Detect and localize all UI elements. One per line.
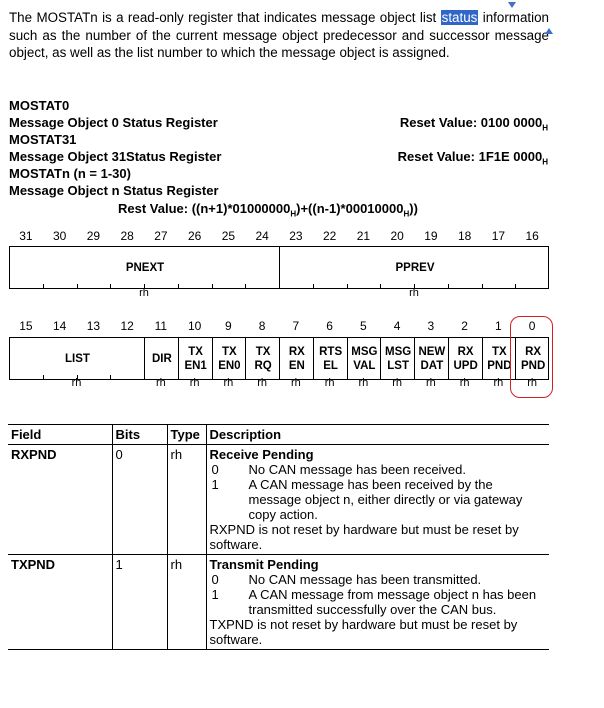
field-bits: 1	[112, 555, 167, 650]
field-bits: 0	[112, 445, 167, 555]
field-access-type: rh	[139, 287, 149, 299]
field-description-table	[8, 424, 549, 650]
bit-number: 11	[154, 319, 168, 333]
bit-number: 15	[19, 319, 33, 333]
register-field: TX EN1	[184, 345, 207, 372]
bit-number: 26	[187, 229, 202, 243]
field-access-type: rh	[409, 287, 419, 299]
register-desc-mostatn: Message Object n Status Register	[9, 183, 219, 198]
field-access-type: rh	[425, 377, 436, 389]
table-row	[8, 555, 549, 650]
register-name-mostat31: MOSTAT31	[9, 132, 77, 147]
register-field: MSG VAL	[351, 345, 378, 372]
register-field: RTS EL	[319, 345, 343, 372]
field-access-type: rh	[290, 377, 301, 389]
bit-number: 4	[393, 319, 401, 333]
header-bits: Bits	[112, 425, 167, 445]
field-description	[206, 555, 549, 650]
register-field: NEW DAT	[418, 345, 446, 372]
register-desc-mostat0: Message Object 0 Status Register	[9, 115, 218, 130]
bit-number: 30	[52, 229, 67, 243]
register-field: PNEXT	[125, 261, 165, 274]
bit-number: 23	[289, 229, 303, 243]
description-option: 0 No CAN message has been received.	[211, 462, 467, 477]
register-field: TX RQ	[254, 345, 272, 372]
bit-number: 1	[495, 319, 502, 333]
description-note: TXPND is not reset by hardware but must be reset by software.	[209, 617, 518, 647]
bit-number: 24	[255, 229, 269, 243]
intro-text-after: information such as the number of the current message object predecessor and successor message object, as well as the list number to which the message object is assigned.	[9, 10, 549, 60]
bit-number: 27	[154, 229, 168, 243]
bit-number: 21	[356, 229, 371, 243]
description-title: Transmit Pending	[209, 557, 319, 572]
bit-number: 17	[491, 229, 506, 243]
bit-number: 7	[292, 319, 300, 333]
description-option: 1 A CAN message has been received by the message object n, either directly or via gateway copy action.	[211, 477, 523, 522]
intro-text-before: The MOSTATn is a read-only register that indicates message object list	[9, 10, 441, 25]
field-access-type: rh	[71, 377, 82, 389]
bit-number: 29	[86, 229, 101, 243]
field-access-type: rh	[493, 377, 504, 389]
register-field: TX EN0	[218, 345, 241, 372]
bit-number: 19	[424, 229, 438, 243]
register-field: RX PND	[520, 345, 546, 372]
register-field: LIST	[65, 352, 90, 365]
register-diagram-upper	[9, 246, 549, 289]
table-header-row	[8, 425, 549, 445]
register-field: MSG LST	[385, 345, 412, 372]
field-access-type: rh	[392, 377, 403, 389]
rest-value-formula: Rest Value: $((n+1)*01000000_H)+((n-1)*00010000_H)$)	[118, 201, 418, 219]
register-field: RX UPD	[453, 345, 478, 372]
reset-value-mostat31: Reset Value: 1F1E $0000_H$	[397, 149, 548, 167]
field-access-type: rh	[358, 377, 369, 389]
bit-number: 6	[326, 319, 333, 333]
bit-number: 31	[19, 229, 33, 243]
register-field: PPREV	[395, 261, 435, 274]
rxpnd-highlight-annotation	[510, 316, 553, 398]
reset-value-mostat0: Reset Value: 0100 $0000_H$	[399, 115, 548, 133]
bit-number: 14	[52, 319, 67, 333]
bit-number: 20	[390, 229, 404, 243]
bit-number: 22	[322, 229, 337, 243]
header-field: Field	[8, 425, 112, 445]
selection-start-handle-icon[interactable]	[508, 2, 516, 8]
register-name-mostatn: MOSTATn (n = 1-30)	[9, 166, 131, 181]
field-access-type: rh	[459, 377, 470, 389]
bit-number: 0	[528, 319, 536, 333]
bit-number: 10	[187, 319, 202, 333]
header-description: Description	[206, 425, 549, 445]
field-access-type: rh	[257, 377, 268, 389]
field-access-type: rh	[189, 377, 200, 389]
bit-number: 12	[120, 319, 134, 333]
field-access-type: rh	[527, 377, 538, 389]
field-description	[206, 445, 549, 555]
register-field: DIR	[151, 352, 172, 365]
intro-paragraph	[9, 9, 549, 62]
bit-number: 28	[120, 229, 134, 243]
bit-number: 16	[525, 229, 539, 243]
description-note: RXPND is not reset by hardware but must be reset by software.	[209, 522, 519, 552]
field-type: rh	[167, 555, 206, 650]
bit-number: 3	[427, 319, 435, 333]
register-diagram-lower	[9, 337, 549, 380]
bit-number: 2	[461, 319, 468, 333]
selected-text[interactable]: status	[441, 10, 478, 25]
selection-end-handle-icon[interactable]	[545, 28, 553, 34]
bit-number: 13	[86, 319, 101, 333]
field-access-type: rh	[223, 377, 234, 389]
field-name: RXPND	[8, 445, 112, 555]
register-desc-mostat31: Message Object 31Status Register	[9, 149, 222, 164]
field-access-type: rh	[324, 377, 335, 389]
field-type: rh	[167, 445, 206, 555]
description-option: 0 No CAN message has been transmitted.	[211, 572, 482, 587]
register-field: RX EN	[288, 345, 305, 372]
bit-number: 18	[457, 229, 472, 243]
register-field: TX PND	[487, 345, 512, 372]
field-name: TXPND	[8, 555, 112, 650]
register-name-mostat0: MOSTAT0	[9, 98, 70, 113]
bit-number: 9	[225, 319, 232, 333]
bit-number: 8	[258, 319, 266, 333]
description-option: 1 A CAN message from message object n has been transmitted successfully over the CAN bus.	[211, 587, 537, 617]
bit-number: 5	[360, 319, 367, 333]
bit-number: 25	[221, 229, 236, 243]
table-row	[8, 445, 549, 555]
description-title: Receive Pending	[209, 447, 314, 462]
field-access-type: rh	[155, 377, 166, 389]
header-type: Type	[167, 425, 206, 445]
